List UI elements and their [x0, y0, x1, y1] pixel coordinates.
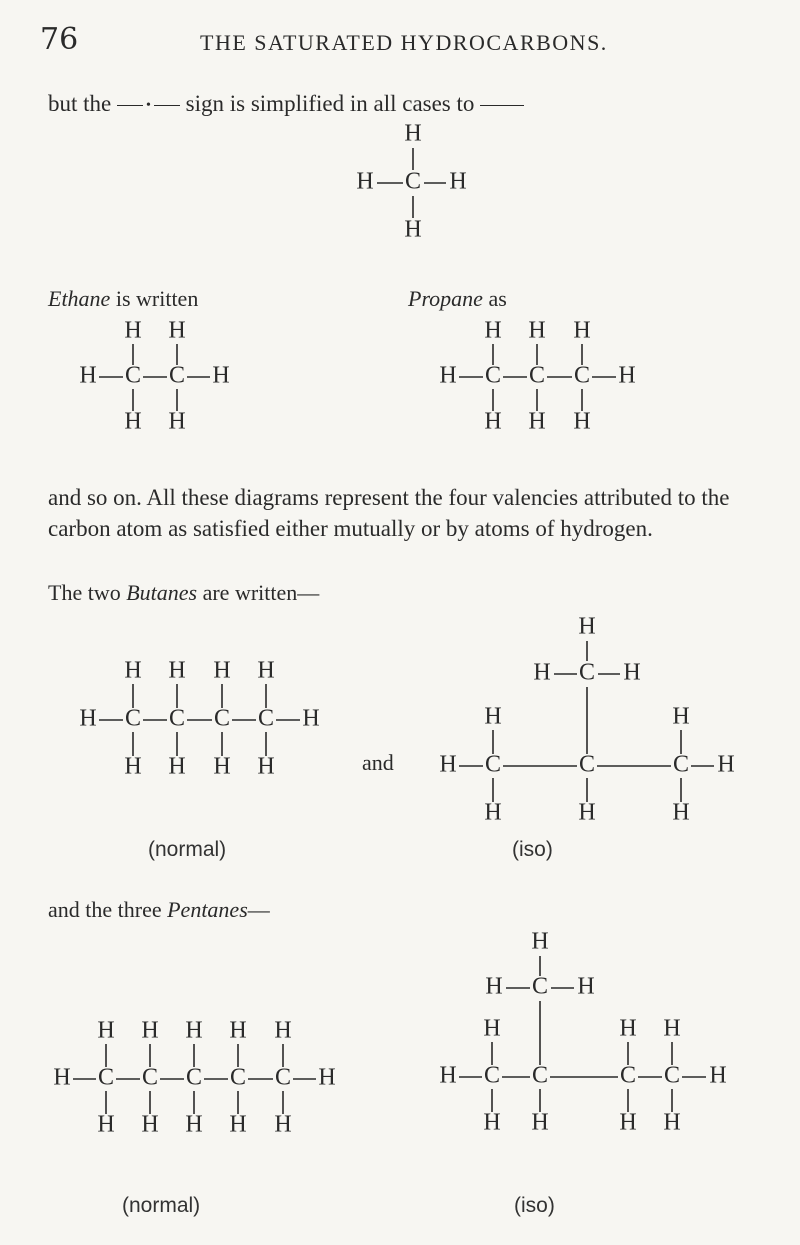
pentane-iso-hydrogen-atom: H [619, 1109, 637, 1136]
butane-iso-hydrogen-atom: H [533, 659, 551, 686]
propane-hydrogen-atom: H [573, 317, 591, 344]
propane-carbon-atom: C [573, 362, 591, 389]
pentane-iso-hydrogen-atom: H [485, 973, 503, 1000]
pentane-iso-carbon-atom: C [663, 1062, 681, 1089]
butane-normal-hydrogen-atom: H [124, 657, 142, 684]
butane-iso-hydrogen-atom: H [717, 751, 735, 778]
pentane-iso-hydrogen-atom: H [663, 1015, 681, 1042]
propane-hydrogen-atom: H [573, 408, 591, 435]
butane-iso-hydrogen-atom: H [484, 703, 502, 730]
propane-hydrogen-atom: H [528, 317, 546, 344]
propane-hydrogen-atom: H [528, 408, 546, 435]
pentane-normal-hydrogen-atom: H [185, 1111, 203, 1138]
pentane-iso-label: (iso) [514, 1194, 555, 1217]
page-number: 76 [40, 22, 79, 57]
pentane-normal-hydrogen-atom: H [97, 1017, 115, 1044]
butane-iso-hydrogen-atom: H [439, 751, 457, 778]
bond-dot: • [146, 98, 151, 114]
pentane-iso-carbon-atom: C [619, 1062, 637, 1089]
pentane-normal-label: (normal) [122, 1194, 201, 1217]
butane-normal-hydrogen-atom: H [168, 753, 186, 780]
pentane-normal-carbon-atom: C [229, 1064, 247, 1091]
ethane-hydrogen-atom: H [168, 408, 186, 435]
butane-normal-hydrogen-atom: H [257, 753, 275, 780]
butane-normal-hydrogen-atom: H [257, 657, 275, 684]
butane-iso-carbon-atom: C [484, 751, 502, 778]
butane-normal-carbon-atom: C [124, 705, 142, 732]
running-title: THE SATURATED HYDROCARBONS. [200, 30, 608, 55]
butane-iso-carbon-atom: C [578, 751, 596, 778]
butane-iso-hydrogen-atom: H [672, 799, 690, 826]
butane-normal-hydrogen-atom: H [124, 753, 142, 780]
butane-iso-carbon-atom: C [578, 659, 596, 686]
pentane-normal-carbon-atom: C [274, 1064, 292, 1091]
ethane-hydrogen-atom: H [212, 362, 230, 389]
pentane-iso-hydrogen-atom: H [619, 1015, 637, 1042]
butanes-intro: The two Butanes are written— [48, 580, 320, 605]
butane-normal-hydrogen-atom: H [79, 705, 97, 732]
pentane-normal-hydrogen-atom: H [53, 1064, 71, 1091]
propane-caption: Propane as [408, 286, 507, 311]
butane-normal-label: (normal) [148, 838, 227, 861]
pentane-iso-carbon-atom: C [483, 1062, 501, 1089]
butane-normal-hydrogen-atom: H [213, 753, 231, 780]
pentane-iso-carbon-atom: C [531, 973, 549, 1000]
propane-hydrogen-atom: H [484, 317, 502, 344]
butane-normal-carbon-atom: C [213, 705, 231, 732]
methane-hydrogen-atom: H [356, 168, 374, 195]
pentane-iso-hydrogen-atom: H [439, 1062, 457, 1089]
ethane-carbon-atom: C [168, 362, 186, 389]
intro-pre: but the [48, 91, 112, 116]
pentane-normal-hydrogen-atom: H [229, 1111, 247, 1138]
pentane-normal-hydrogen-atom: H [274, 1111, 292, 1138]
butane-iso-hydrogen-atom: H [672, 703, 690, 730]
ethane-carbon-atom: C [124, 362, 142, 389]
butane-normal-carbon-atom: C [257, 705, 275, 732]
methane-carbon-atom: C [404, 168, 422, 195]
pentane-iso-carbon-atom: C [531, 1062, 549, 1089]
ethane-hydrogen-atom: H [124, 317, 142, 344]
pentane-normal-carbon-atom: C [141, 1064, 159, 1091]
butane-normal-hydrogen-atom: H [168, 657, 186, 684]
pentane-iso-hydrogen-atom: H [663, 1109, 681, 1136]
butane-iso-carbon-atom: C [672, 751, 690, 778]
pentane-normal-hydrogen-atom: H [274, 1017, 292, 1044]
butane-iso-hydrogen-atom: H [623, 659, 641, 686]
methane-hydrogen-atom: H [404, 120, 422, 147]
and-word: and [362, 750, 394, 775]
ethane-hydrogen-atom: H [168, 317, 186, 344]
propane-carbon-atom: C [528, 362, 546, 389]
ethane-hydrogen-atom: H [124, 408, 142, 435]
propane-hydrogen-atom: H [484, 408, 502, 435]
methane-hydrogen-atom: H [404, 216, 422, 243]
pentane-normal-hydrogen-atom: H [97, 1111, 115, 1138]
methane-hydrogen-atom: H [449, 168, 467, 195]
ethane-hydrogen-atom: H [79, 362, 97, 389]
propane-hydrogen-atom: H [439, 362, 457, 389]
pentane-iso-hydrogen-atom: H [709, 1062, 727, 1089]
pentane-iso-hydrogen-atom: H [531, 928, 549, 955]
ethane-caption: Ethane is written [48, 286, 199, 311]
pentane-normal-carbon-atom: C [97, 1064, 115, 1091]
butane-iso-hydrogen-atom: H [578, 613, 596, 640]
pentane-normal-hydrogen-atom: H [229, 1017, 247, 1044]
pentane-normal-hydrogen-atom: H [318, 1064, 336, 1091]
pentanes-intro: and the three Pentanes— [48, 897, 270, 922]
intro-mid: sign is simplified in all cases to [185, 91, 475, 116]
pentane-iso-hydrogen-atom: H [577, 973, 595, 1000]
pentane-iso-hydrogen-atom: H [483, 1015, 501, 1042]
butane-iso-hydrogen-atom: H [578, 799, 596, 826]
pentane-iso-hydrogen-atom: H [531, 1109, 549, 1136]
butane-iso-hydrogen-atom: H [484, 799, 502, 826]
pentane-normal-hydrogen-atom: H [185, 1017, 203, 1044]
pentane-iso-hydrogen-atom: H [483, 1109, 501, 1136]
formula-layer [53, 121, 734, 1138]
pentane-normal-hydrogen-atom: H [141, 1017, 159, 1044]
butane-normal-hydrogen-atom: H [302, 705, 320, 732]
butane-normal-carbon-atom: C [168, 705, 186, 732]
paragraph-valencies: and so on. All these diagrams represent the four valencies attributed to the carbon atom as satisfied either mutually or by atoms of hydrogen. [48, 485, 730, 541]
butane-iso-label: (iso) [512, 838, 553, 861]
pentane-normal-carbon-atom: C [185, 1064, 203, 1091]
pentane-normal-hydrogen-atom: H [141, 1111, 159, 1138]
butane-normal-hydrogen-atom: H [213, 657, 231, 684]
propane-hydrogen-atom: H [618, 362, 636, 389]
propane-carbon-atom: C [484, 362, 502, 389]
